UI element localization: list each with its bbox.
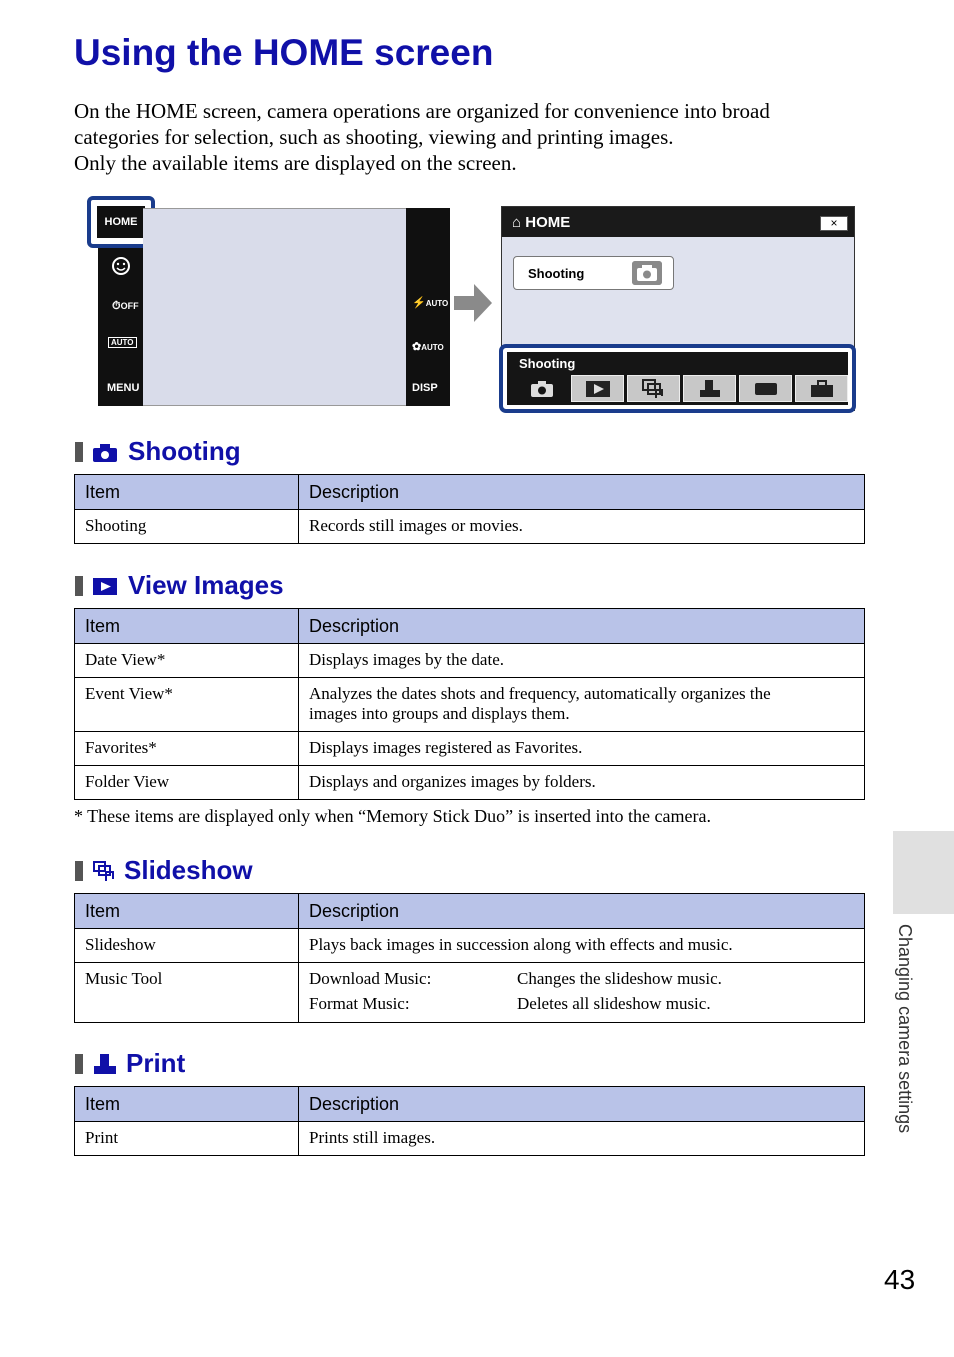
section-title: Shooting [128,436,241,466]
category-memory[interactable] [739,375,792,402]
shooting-item-button[interactable] [513,256,674,290]
column-header: Item [75,1087,299,1122]
flash-auto-icon: ⚡AUTO [412,297,449,309]
column-header: Description [299,1087,865,1122]
footnote: * These items are displayed only when “Memory Stick Duo” is inserted into the camera. [74,806,711,826]
category-label: Shooting [519,356,576,371]
section-title: View Images [128,570,284,600]
page-number: 43 [884,1264,916,1295]
arrow-right-icon [454,284,494,322]
self-timer-icon: ⏱OFF [112,300,139,312]
intro-text [74,98,864,176]
camera-icon [92,441,118,463]
menu-label: MENU [107,382,140,394]
section-heading-print [75,1048,185,1079]
category-bar-highlight [499,344,856,413]
close-button[interactable]: × [820,216,848,231]
toolbox-icon [810,380,834,398]
shooting-item-label: Shooting [528,266,585,281]
camera-screen [143,208,406,406]
side-tab-label: Changing camera settings [895,924,915,1134]
sub-item: Download Music: Changes the slideshow music. [309,969,722,988]
column-header: Description [299,609,865,644]
home-title: HOME [525,214,571,231]
category-print[interactable] [683,375,736,402]
print-icon [92,1053,118,1075]
category-shooting[interactable] [515,375,568,402]
table-row: Shooting Records still images or movies. [75,510,865,544]
slideshow-table [74,893,865,1023]
table-row: Folder View Displays and organizes images by folders. [75,766,865,800]
view-images-table [74,608,865,800]
page-title: Using the HOME screen [74,32,494,73]
macro-auto-icon: ✿AUTO [412,341,444,353]
house-icon: ⌂ [512,214,522,231]
intro-line: Only the available items are displayed on the screen. [74,151,517,175]
column-header: Item [75,609,299,644]
column-header: Item [75,475,299,510]
print-icon [698,379,722,399]
table-row: Print Prints still images. [75,1122,865,1156]
print-table [74,1086,865,1156]
intro-line: On the HOME screen, camera operations are organized for convenience into broad [74,99,770,123]
table-row: Event View* Analyzes the dates shots and frequency, automatically organizes the images into groups and displays them. [75,678,865,732]
memory-card-icon [754,381,778,397]
play-icon [585,380,611,398]
section-title: Slideshow [124,855,253,885]
section-title: Print [126,1048,186,1078]
play-icon [92,575,118,597]
camera-right-button-strip [406,208,450,406]
shooting-table [74,474,865,544]
disp-label: DISP [412,382,438,394]
home-title-bar [502,207,854,237]
camera-icon [632,261,662,285]
category-settings[interactable] [795,375,848,402]
category-view-images[interactable] [571,375,624,402]
slideshow-icon [92,860,118,882]
camera-icon [530,380,554,398]
side-tab [893,831,954,914]
table-row: Slideshow Plays back images in succession along with effects and music. [75,929,865,963]
column-header: Description [299,475,865,510]
intro-line: categories for selection, such as shooting, viewing and printing images. [74,125,674,149]
column-header: Description [299,894,865,929]
table-row: Date View* Displays images by the date. [75,644,865,678]
sub-item: Format Music: Deletes all slideshow music. [309,994,711,1013]
scene-auto-icon: AUTO [108,336,137,348]
section-heading-shooting [75,436,241,467]
section-heading-view-images [75,570,284,601]
home-button-label: HOME [97,206,145,238]
section-heading-slideshow [75,855,253,886]
smile-detect-icon [111,256,131,276]
category-slideshow[interactable] [627,375,680,402]
category-bar [507,352,848,405]
table-row: Favorites* Displays images registered as Favorites. [75,732,865,766]
slideshow-icon [642,379,666,399]
table-row: Music Tool Download Music: Changes the slideshow music. Format Music: Deletes all slideshow music. [75,963,865,1023]
column-header: Item [75,894,299,929]
